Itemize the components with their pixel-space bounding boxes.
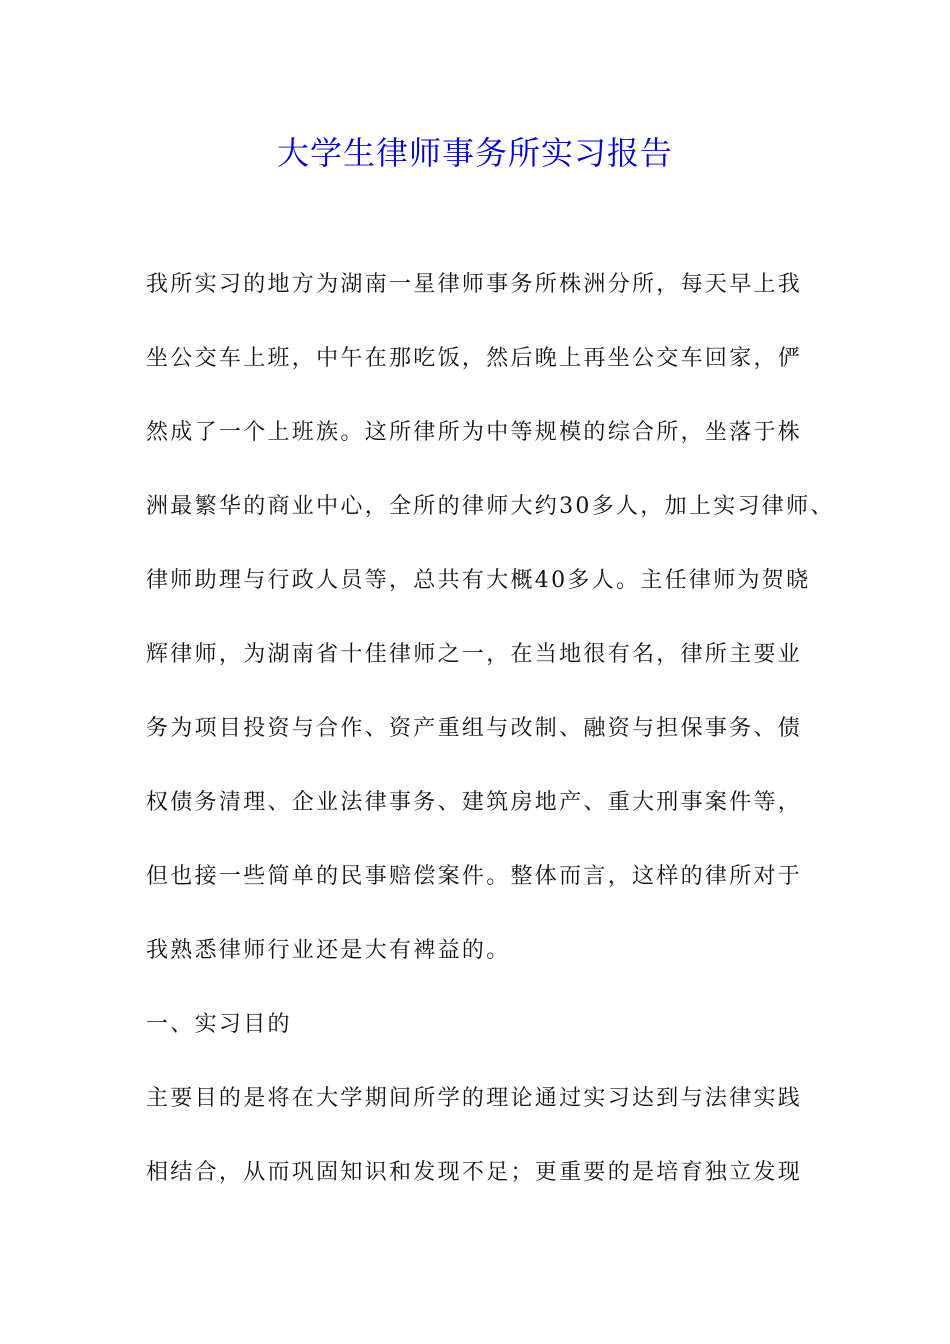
body-line-6: 辉律师，为湖南省十佳律师之一，在当地很有名，律所主要业 (146, 642, 803, 667)
body-line-1: 我所实习的地方为湖南一星律师事务所株洲分所，每天早上我 (146, 272, 803, 297)
body-line-2: 坐公交车上班，中午在那吃饭，然后晚上再坐公交车回家，俨 (146, 346, 803, 371)
body-line-10: 我熟悉律师行业还是大有裨益的。 (146, 938, 511, 963)
body-line-5: 律师助理与行政人员等，总共有大概40多人。主任律师为贺晓 (146, 568, 811, 593)
body-line-4: 洲最繁华的商业中心，全所的律师大约30多人，加上实习律师、 (146, 494, 835, 519)
body-line-7: 务为项目投资与合作、资产重组与改制、融资与担保事务、债 (146, 716, 803, 741)
body-line-8: 权债务清理、企业法律事务、建筑房地产、重大刑事案件等， (146, 790, 803, 815)
document-title: 大学生律师事务所实习报告 (276, 134, 673, 172)
body-line-3: 然成了一个上班族。这所律所为中等规模的综合所，坐落于株 (146, 420, 803, 445)
body-line-9: 但也接一些简单的民事赔偿案件。整体而言，这样的律所对于 (146, 864, 803, 889)
section-heading: 一、实习目的 (146, 1012, 292, 1037)
body-line-12: 主要目的是将在大学期间所学的理论通过实习达到与法律实践 (146, 1086, 803, 1111)
body-line-13: 相结合，从而巩固知识和发现不足；更重要的是培育独立发现 (146, 1160, 803, 1185)
document-body (146, 262, 836, 1224)
